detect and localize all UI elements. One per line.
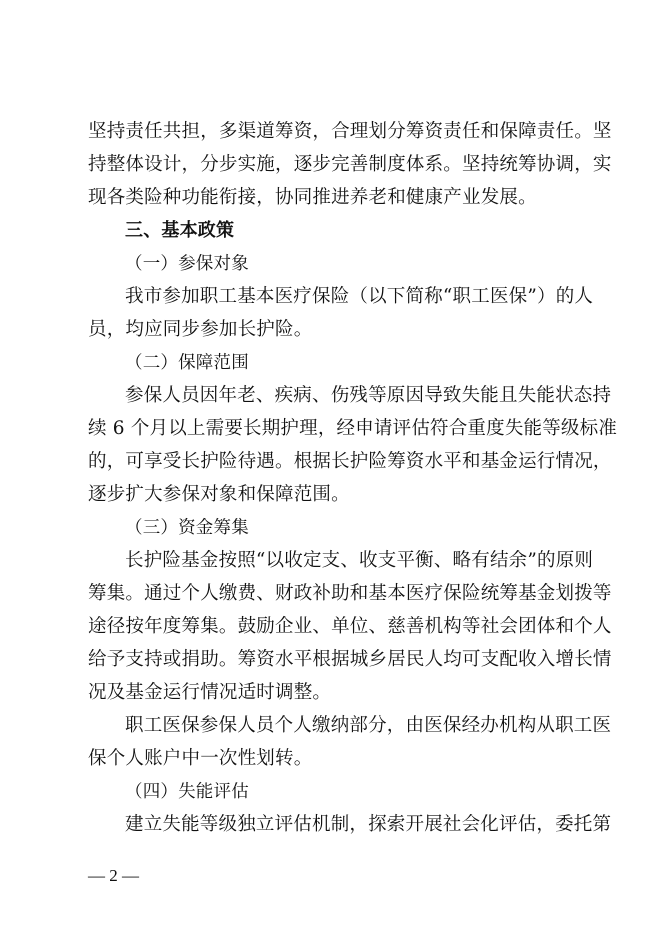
body-text-line: 筹集。通过个人缴费、财政补助和基本医疗保险统筹基金划拨等 [88,583,612,604]
body-text-line: 逐步扩大参保对象和保障范围。 [88,484,350,505]
subsection-heading: （二）保障范围 [125,353,249,373]
subsection-heading: （一）参保对象 [125,254,249,274]
body-text-line: 持整体设计，分步实施，逐步完善制度体系。坚持统筹协调，实 [88,154,612,175]
body-text-line: 参保人员因年老、疾病、伤残等原因导致失能且失能状态持 [125,385,612,406]
body-text-line: 建立失能等级独立评估机制，探索开展社会化评估，委托第 [125,814,612,835]
body-text-line: 现各类险种功能衔接，协同推进养老和健康产业发展。 [88,187,537,208]
body-text-line: 职工医保参保人员个人缴纳部分，由医保经办机构从职工医 [125,715,612,736]
body-text-line: 员，均应同步参加长护险。 [88,319,313,340]
body-text-line: 续 6 个月以上需要长期护理，经申请评估符合重度失能等级标准 [88,418,618,439]
subsection-heading: （三）资金筹集 [125,518,249,538]
section-heading: 三、基本政策 [125,220,235,241]
body-text-line: 坚持责任共担，多渠道筹资，合理划分筹资责任和保障责任。坚 [88,121,612,142]
body-text-line: 保个人账户中一次性划转。 [88,748,313,769]
body-text-line: 况及基金运行情况适时调整。 [88,682,332,703]
body-text-line: 途径按年度筹集。鼓励企业、单位、慈善机构等社会团体和个人 [88,616,612,637]
body-text-line: 我市参加职工基本医疗保险（以下简称“职工医保”）的人 [125,286,594,307]
body-text-line: 的，可享受长护险待遇。根据长护险筹资水平和基金运行情况， [88,451,612,472]
body-text-line: 给予支持或捐助。筹资水平根据城乡居民人均可支配收入增长情 [88,649,612,670]
page-number: — 2 — [88,866,139,885]
body-text-line: 长护险基金按照“以收定支、收支平衡、略有结余”的原则 [125,550,594,571]
subsection-heading: （四）失能评估 [125,782,249,802]
